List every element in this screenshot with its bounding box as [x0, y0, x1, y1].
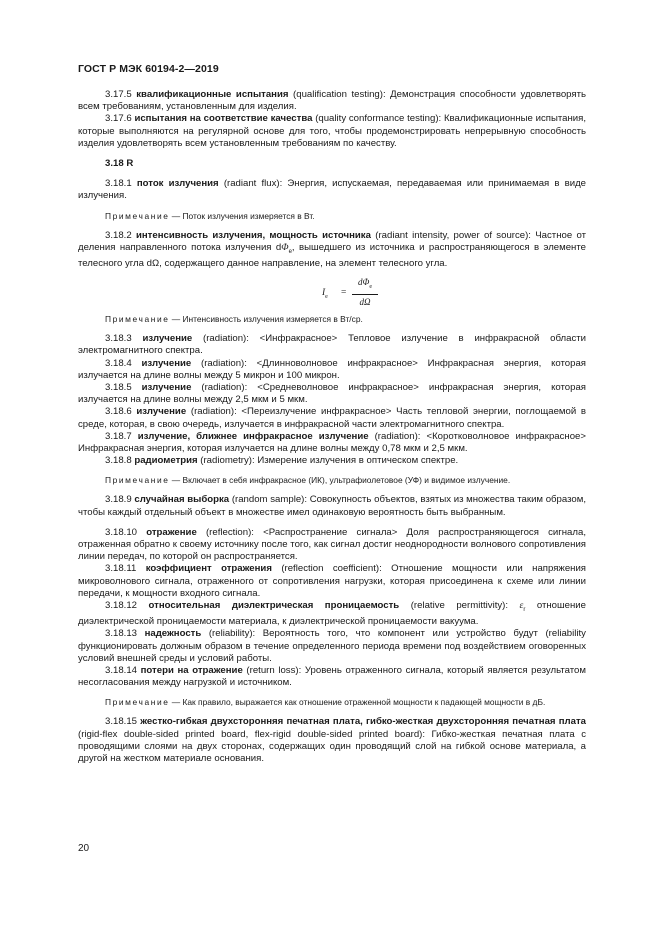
definition: (radiation): <Инфракрасное> Тепловое излучение в инфракрасной области электромагнитного спектра.: [78, 333, 586, 357]
definition: (reflection coefficient): Отношение мощности или напряжения микроволнового сигнала, отраженного от сопротивления нагрузки, которая присоединена к схеме или линии передачи, к мощности входного сигнала.: [78, 563, 587, 599]
term: радиометрия: [134, 455, 198, 467]
paragraph-3-18-15: [78, 716, 586, 765]
term: излучение: [136, 406, 187, 418]
clause-number: 3.17.6: [105, 113, 135, 125]
formula-denominator: dΩ: [359, 297, 371, 308]
definition: (radiation): <Коротковолновое инфракрасное> Инфракрасная энергия, которая излучается на длине волны между 0,78 мкм и 2,5 мкм.: [78, 430, 586, 454]
term: испытания на соответствие качества: [134, 113, 313, 125]
clause-number: 3.18.13: [105, 628, 145, 640]
definition: (qualification testing): Демонстрация способности удовлетворять всем требованиям, установленным для изделия.: [78, 89, 586, 113]
paragraph-3-18-8: [78, 455, 586, 467]
term: надежность: [144, 628, 202, 640]
note-text: — Как правило, выражается как отношение отраженной мощности к падающей мощности в дБ.: [169, 697, 546, 708]
clause-number: 3.18.8: [105, 455, 135, 467]
clause-number: 3.18.2: [105, 229, 136, 241]
term: относительная диэлектрическая проницаемость: [148, 600, 400, 611]
document-body: [78, 89, 586, 765]
definition: (radiant flux): Энергия, испускаемая, передаваемая или принимаемая в виде излучения.: [78, 178, 587, 202]
numerator-text: dΦ: [357, 277, 370, 288]
epsilon-symbol: ε: [519, 600, 524, 611]
definition: (reliability): Вероятность того, что компонент или устройство будут (reliability функционировать должным образом в течение определенного периода времени под воздействием оговоренных условий внешней среды и условий работы.: [78, 628, 586, 664]
clause-number: 3.18.6: [105, 406, 137, 418]
formula-lhs-subscript: e: [325, 294, 328, 301]
clause-number: 3.18.5: [105, 381, 142, 393]
page-header: ГОСТ Р МЭК 60194-2—2019: [78, 63, 219, 75]
clause-number: 3.18.15: [105, 716, 141, 728]
note-2: [78, 314, 586, 325]
paragraph-3-18-6: [78, 406, 586, 430]
paragraph-3-17-6: [78, 113, 586, 150]
paragraph-3-18-13: [78, 628, 586, 665]
term: случайная выборка: [134, 494, 230, 506]
paragraph-3-18-5: [78, 382, 586, 406]
clause-number: 3.18.7: [105, 430, 138, 442]
definition-cont: отношение диэлектрической проницаемости материала, к диэлектрической проницаемости вакуума.: [78, 600, 587, 628]
term: излучение: [141, 381, 192, 393]
paragraph-3-18-3: [78, 333, 586, 357]
definition: (relative permittivity):: [399, 600, 520, 611]
note-4: [78, 697, 586, 708]
note-label: Примечание: [105, 697, 170, 708]
clause-number: 3.18.1: [105, 178, 137, 190]
term: отражение: [146, 526, 197, 538]
clause-number: 3.18.3: [105, 333, 143, 345]
term: интенсивность излучения, мощность источника: [135, 229, 371, 241]
term: излучение, ближнее инфракрасное излучение: [137, 430, 369, 442]
definition: (rigid-flex double-sided printed board, flex-rigid double-sided printed board): Гибко-жесткая печатная плата с проводящими слоями на двух сторонах, содержащих один проводящий слой на гибкой основе материала, а другой на жестком материале основания.: [78, 728, 586, 764]
clause-number: 3.18.12: [105, 600, 149, 611]
definition: (radiant intensity, power of source): Частное от деления направленного потока излучения d: [78, 229, 586, 253]
definition: (return loss): Уровень отраженного сигнала, который является результатом несогласования между нагрузкой и источником.: [78, 664, 586, 689]
formula-fraction: [352, 276, 378, 308]
note-1: [78, 211, 586, 222]
paragraph-3-18-12: [78, 600, 586, 628]
phi-symbol: Φ: [281, 241, 289, 253]
term: коэффициент отражения: [145, 563, 272, 575]
note-label: Примечание: [105, 475, 170, 486]
definition: (random sample): Совокупность объектов, взятых из множества таким образом, чтобы каждый отдельный объект в множестве имел одинаковую вероятность быть выбранным.: [78, 494, 586, 518]
paragraph-3-18-11: [78, 563, 586, 600]
section-heading-3-18: 3.18 R: [105, 158, 134, 170]
clause-number: 3.18.9: [105, 494, 135, 506]
paragraph-3-18-1: [78, 178, 586, 202]
definition: (reflection): <Распространение сигнала> Доля распространяющегося сигнала, отраженная обратно к своему источнику после того, как сигнал достиг неоднородности волнового сопротивления линии передач, по которой он распространяется.: [78, 526, 586, 563]
term: жестко-гибкая двухсторонняя печатная плата, гибко-жесткая двухсторонняя печатная плата: [140, 716, 586, 728]
term: излучение: [142, 333, 193, 345]
paragraph-3-18-9: [78, 494, 586, 518]
definition: (radiation): <Переизлучение инфракрасное> Часть тепловой энергии, поглощаемой в среде, которая, в свою очередь, излучается в инфракрасной части электромагнитного спектра.: [78, 406, 586, 430]
clause-number: 3.18.11: [105, 563, 146, 575]
formula-lhs: [322, 287, 328, 303]
formula-equals: =: [341, 288, 347, 299]
note-text: — Включает в себя инфракрасное (ИК), ультрафиолетовое (УФ) и видимое излучение.: [169, 475, 511, 486]
paragraph-3-18-4: [78, 358, 586, 382]
phi-subscript: e: [288, 248, 292, 255]
note-3: [78, 475, 586, 486]
term: поток излучения: [136, 178, 219, 190]
term: потери на отражение: [140, 664, 243, 676]
clause-number: 3.18.4: [105, 357, 142, 369]
page-number: 20: [78, 843, 90, 854]
paragraph-3-18-10: [78, 527, 586, 564]
formula-radiant-intensity: [78, 274, 586, 308]
paragraph-3-18-2: [78, 230, 586, 271]
clause-number: 3.18.14: [105, 664, 141, 676]
note-text: — Поток излучения измеряется в Вт.: [169, 210, 315, 221]
formula-lhs-symbol: I: [322, 288, 326, 299]
formula-numerator: [352, 276, 378, 295]
definition: (radiation): <Средневолновое инфракрасное> инфракрасная энергия, которая излучается на длине волны между 2,5 мкм и 5 мкм.: [78, 381, 586, 406]
epsilon-subscript: r: [523, 606, 526, 613]
term: квалификационные испытания: [136, 89, 289, 100]
note-label: Примечание: [105, 314, 170, 325]
clause-number: 3.18.10: [105, 526, 147, 538]
definition: (radiation): <Длинноволновое инфракрасное> Инфракрасная энергия, которая излучается на длине волны между 5 микрон и 100 микрон.: [78, 357, 587, 381]
paragraph-3-17-5: [78, 89, 586, 113]
term: излучение: [141, 357, 192, 369]
clause-number: 3.17.5: [105, 89, 137, 100]
definition: (radiometry): Измерение излучения в оптическом спектре.: [197, 455, 459, 467]
numerator-subscript: e: [369, 283, 373, 290]
paragraph-3-18-7: [78, 431, 586, 455]
note-label: Примечание: [105, 210, 170, 221]
definition: (quality conformance testing): Квалификационные испытания, которые выполняются на регулярной основе для того, чтобы продемонстрировать непрерывную способность изделия удовлетворять всем установленным требованиям по качеству.: [78, 113, 586, 149]
note-text: — Интенсивность излучения измеряется в Вт/ср.: [169, 314, 363, 325]
definition-cont: , вышедшего из источника и распространяющегося в элементе телесного угла dΩ, содержащего данное направление, на элемент телесного угла.: [78, 241, 586, 269]
paragraph-3-18-14: [78, 665, 586, 689]
